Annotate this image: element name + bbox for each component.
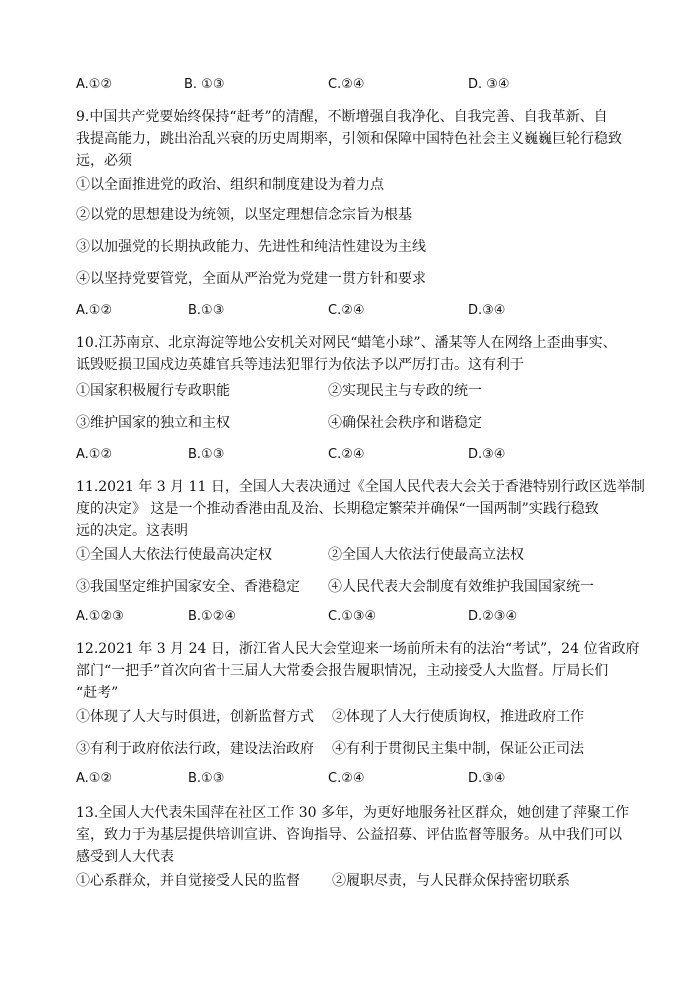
question-10-line-2: 诋毁贬损卫国戍边英雄官兵等违法犯罪行为依法予以严厉打击。这有利于 <box>76 357 524 373</box>
question-11-item-3: ③我国坚定维护国家安全、香港稳定 <box>76 579 300 595</box>
question-12-item-1: ①体现了人大与时俱进，创新监督方式 <box>76 709 314 725</box>
question-10-item-3: ③维护国家的独立和主权 <box>76 415 230 431</box>
question-11-options <box>76 606 636 628</box>
question-12-line-1: 12.2021 年 3 月 24 日，浙江省人民大会堂迎来一场前所未有的法治“考试”，24 位省政府 <box>76 641 640 657</box>
option-a: A.①② <box>76 303 113 318</box>
option-d: D.③④ <box>468 447 506 462</box>
question-9-item-3: ③以加强党的长期执政能力、先进性和纯洁性建设为主线 <box>76 239 426 255</box>
question-12-line-2: 部门“一把手”首次向省十三届人大常委会报告履职情况，主动接受人大监督。厅局长们 <box>76 663 609 679</box>
option-a: A.①② <box>76 77 113 92</box>
question-11-items-row-1 <box>76 544 636 566</box>
question-12-items-row-2 <box>76 738 636 760</box>
option-b: B.①③ <box>188 447 225 462</box>
question-10-item-4: ④确保社会秩序和谐稳定 <box>328 415 482 431</box>
question-12-item-2: ②体现了人大行使质询权，推进政府工作 <box>332 709 584 725</box>
question-9-line-1: 9.中国共产党要始终保持“赶考”的清醒，不断增强自我净化、自我完善、自我革新、自 <box>76 109 608 125</box>
question-12-line-3: “赶考” <box>76 685 119 701</box>
option-b: B.①②④ <box>188 609 237 624</box>
question-9-item-2: ②以党的思想建设为统领，以坚定理想信念宗旨为根基 <box>76 207 412 223</box>
question-9-line-2: 我提高能力，跳出治乱兴衰的历史周期率，引领和保障中国特色社会主义巍巍巨轮行稳致 <box>76 131 622 147</box>
question-11-item-4: ④人民代表大会制度有效维护我国国家统一 <box>328 579 594 595</box>
option-b: B. ①③ <box>184 77 225 92</box>
option-d: D.③④ <box>468 303 506 318</box>
option-a: A.①② <box>76 447 113 462</box>
question-10-items-row-1 <box>76 380 636 402</box>
option-c: C.①③④ <box>328 609 377 624</box>
option-c: C.②④ <box>328 77 365 92</box>
question-12-items-row-1 <box>76 706 636 728</box>
option-b: B.①③ <box>188 771 225 786</box>
question-10-item-1: ①国家积极履行专政职能 <box>76 383 230 399</box>
question-11-items-row-2 <box>76 576 636 598</box>
option-b: B.①③ <box>188 303 225 318</box>
question-13-item-1: ①心系群众，并自觉接受人民的监督 <box>76 873 300 889</box>
option-a: A.①②③ <box>76 609 124 624</box>
question-11-line-1: 11.2021 年 3 月 11 日，全国人大表决通过《全国人民代表大会关于香港特别行政区选举制 <box>76 479 645 495</box>
option-d: D.③④ <box>468 771 506 786</box>
question-10-line-1: 10.江苏南京、北京海淀等地公安机关对网民“蜡笔小球”、潘某等人在网络上歪曲事实、 <box>76 335 617 351</box>
question-12-item-4: ④有利于贯彻民主集中制，保证公正司法 <box>332 741 584 757</box>
question-11-line-2: 度的决定》 这是一个推动香港由乱及治、长期稳定繁荣并确保“一国两制”实践行稳致 <box>76 501 599 517</box>
options-row-prev <box>76 74 636 96</box>
option-a: A.①② <box>76 771 113 786</box>
question-9-options <box>76 300 636 322</box>
option-c: C.②④ <box>328 447 365 462</box>
option-d: D. ③④ <box>468 77 510 92</box>
question-10-items-row-2 <box>76 412 636 434</box>
option-c: C.②④ <box>328 771 365 786</box>
question-10-item-2: ②实现民主与专政的统一 <box>328 383 482 399</box>
question-12-options <box>76 768 636 790</box>
question-9-item-4: ④以坚持党要管党，全面从严治党为党建一贯方针和要求 <box>76 271 426 287</box>
question-13-line-3: 感受到人大代表 <box>76 849 174 865</box>
question-13-items-row-1 <box>76 870 636 892</box>
question-11-item-1: ①全国人大依法行使最高决定权 <box>76 547 272 563</box>
option-d: D.②③④ <box>468 609 518 624</box>
question-13-line-1: 13.全国人大代表朱国萍在社区工作 30 多年，为更好地服务社区群众，她创建了萍聚工作 <box>76 805 629 821</box>
option-c: C.②④ <box>328 303 365 318</box>
question-13-item-2: ②履职尽责，与人民群众保持密切联系 <box>332 873 570 889</box>
question-13-line-2: 室，致力于为基层提供培训宣讲、咨询指导、公益招募、评估监督等服务。从中我们可以 <box>76 827 622 843</box>
question-12-item-3: ③有利于政府依法行政，建设法治政府 <box>76 741 314 757</box>
question-10-options <box>76 444 636 466</box>
question-9-item-1: ①以全面推进党的政治、组织和制度建设为着力点 <box>76 177 384 193</box>
question-11-line-3: 远的决定。这表明 <box>76 523 188 539</box>
question-9-line-3: 远，必须 <box>76 153 132 169</box>
question-11-item-2: ②全国人大依法行使最高立法权 <box>328 547 524 563</box>
